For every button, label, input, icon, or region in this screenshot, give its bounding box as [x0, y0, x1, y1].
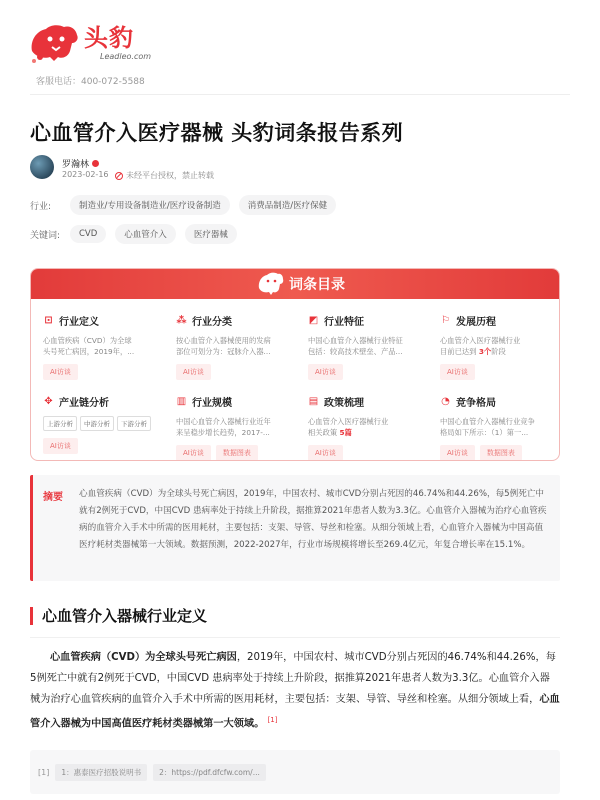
industry-tag[interactable]: 消费品制造/医疗保健	[239, 195, 336, 215]
toc-item-classification[interactable]	[176, 313, 296, 380]
ai-interview-button[interactable]: AI访谈	[176, 364, 211, 380]
policy-icon: ▤	[308, 396, 319, 407]
top-stub	[0, 0, 600, 6]
industry-label: 行业:	[30, 201, 52, 212]
toc-item-policy[interactable]	[308, 394, 428, 461]
section-title: 心血管介入器械行业定义	[30, 607, 207, 625]
references-box	[30, 750, 560, 794]
toc-item-history[interactable]	[440, 313, 560, 380]
ai-interview-button[interactable]: AI访谈	[308, 445, 343, 461]
toc-item-desc: 中国心血管介入器械行业特征	[308, 336, 403, 345]
toc-item-scale[interactable]	[176, 394, 296, 461]
competition-icon: ◔	[441, 396, 450, 407]
ai-interview-button[interactable]: AI访谈	[43, 438, 78, 454]
brand-logo[interactable]	[28, 18, 151, 68]
leopard-logo-icon	[28, 21, 80, 65]
toc-item-competition[interactable]	[440, 394, 560, 461]
keywords-label: 关键词:	[30, 230, 61, 241]
toc-item-chain[interactable]	[43, 394, 163, 454]
classification-icon: ⁂	[176, 315, 187, 326]
paragraph-text: ，2019年，中国农村、城市CVD分别占死因的46.74%和44.26%，每5例死亡中就有2例死于CVD，中国CVD 患病率处于持续上升阶段，据推算2021年患者人数为3.3亿。心血管介入器械为治疗心血管疾病的血管介入手术中所需的医用耗材，主要包括：支架、导管、导丝和栓塞。从细分领域上看，	[30, 652, 556, 705]
toc-item-desc: 心血管介入医疗器械行业	[440, 336, 521, 345]
avatar[interactable]	[30, 155, 54, 179]
leopard-icon	[256, 271, 284, 297]
reference-item[interactable]: 2：https://pdf.dfcfw.com/...	[153, 764, 266, 781]
brand-name: 头豹	[84, 24, 134, 52]
keyword-tag[interactable]: CVD	[70, 225, 106, 243]
toc-item-desc: 心血管介入医疗器械行业	[308, 417, 389, 426]
toc-item-definition[interactable]	[43, 313, 163, 380]
toc-item-desc: 头号死亡病因，2019年，...	[43, 347, 135, 356]
author-name-row[interactable]	[62, 157, 99, 170]
copyright-note	[115, 170, 214, 181]
verified-badge-icon	[92, 160, 99, 167]
table-of-contents	[30, 268, 560, 461]
footnote-ref[interactable]: [1]	[267, 716, 278, 724]
abstract-label: 摘要	[43, 492, 63, 503]
forbidden-icon	[115, 172, 123, 180]
publish-date: 2023-02-16	[62, 170, 109, 179]
history-icon: ⚐	[441, 315, 450, 326]
toc-item-desc: 阶段	[491, 347, 506, 356]
toc-item-features[interactable]	[308, 313, 428, 380]
toc-item-desc: 目前已达到	[440, 347, 479, 356]
toc-item-desc: 部位可划分为：冠脉介入器...	[176, 347, 271, 356]
brand-url: Leadleo.com	[100, 52, 152, 61]
toc-item-title: 行业分类	[192, 317, 232, 328]
reference-item[interactable]: 1：惠泰医疗招股说明书	[55, 764, 147, 781]
abstract-text: 心血管疾病（CVD）为全球头号死亡病因，2019年，中国农村、城市CVD分别占死因的46.74%和44.26%，每5例死亡中就有2例死于CVD，中国CVD 患病率处于持续上升阶段，据推算2021年患者人数为3.3亿。心血管介入器械为治疗心血管疾病的血管介入手术中所需的医用耗材，主要包括：支架、导管、导丝和栓塞。从细分领域上看，心血管介入器械为中国高值医疗耗材类器械第一大领域。数据预测，2022-2027年，行业市场规模将增长至269.4亿元，年复合增长率在15.1%。	[79, 489, 547, 550]
page-title: 心血管介入医疗器械 头豹词条报告系列	[30, 121, 404, 145]
toc-item-desc: 按心血管介入器械使用的发病	[176, 336, 271, 345]
downstream-chip[interactable]: 下游分析	[117, 416, 151, 431]
toc-item-title: 行业特征	[324, 317, 364, 328]
keywords-row	[30, 224, 246, 244]
data-chart-button[interactable]: 数据图表	[480, 445, 522, 461]
toc-item-title: 行业定义	[59, 317, 99, 328]
keyword-tag[interactable]: 医疗器械	[185, 224, 237, 244]
abstract-box	[30, 475, 560, 581]
bold-lead: 心血管疾病（CVD）为全球头号死亡病因	[50, 652, 237, 663]
toc-item-desc: 中国心血管介入器械行业竞争	[440, 417, 535, 426]
definition-icon: ⊡	[44, 315, 53, 326]
header-divider	[30, 94, 570, 95]
stage-count: 3个	[478, 347, 492, 356]
ai-interview-button[interactable]: AI访谈	[43, 364, 78, 380]
ai-interview-button[interactable]: AI访谈	[440, 364, 475, 380]
copyright-note-text: 未经平台授权，禁止转载	[126, 171, 214, 180]
industry-tag[interactable]: 制造业/专用设备制造业/医疗设备制造	[70, 195, 230, 215]
toc-header	[31, 269, 559, 299]
bold-conclusion: 心血管介入器械为中国高值医疗耗材类器械第一大领域。	[30, 694, 560, 730]
data-chart-button[interactable]: 数据图表	[216, 445, 258, 461]
midstream-chip[interactable]: 中游分析	[80, 416, 114, 431]
section-divider	[30, 637, 560, 638]
policy-count: 5篇	[339, 428, 352, 437]
toc-item-desc: 来呈稳步增长趋势，2017-...	[176, 428, 270, 437]
toc-item-title: 行业规模	[192, 398, 232, 409]
toc-item-title: 竞争格局	[456, 398, 496, 409]
scale-icon: ▥	[176, 396, 187, 407]
toc-item-desc: 中国心血管介入器械行业近年	[176, 417, 271, 426]
chain-icon: ✥	[44, 396, 53, 407]
reference-number: [1]	[38, 767, 50, 777]
toc-item-desc: 相关政策	[308, 428, 340, 437]
toc-item-title: 发展历程	[456, 317, 496, 328]
upstream-chip[interactable]: 上游分析	[43, 416, 77, 431]
toc-title: 词条目录	[289, 277, 345, 293]
toc-item-title: 政策梳理	[324, 398, 364, 409]
toc-item-title: 产业链分析	[59, 398, 109, 409]
feature-icon: ◩	[308, 315, 319, 326]
toc-item-desc: 包括：较高技术壁垒、产品...	[308, 347, 403, 356]
keyword-tag[interactable]: 心血管介入	[115, 224, 176, 244]
toc-item-desc: 心血管疾病（CVD）为全球	[43, 336, 132, 345]
toc-item-desc: 格局如下所示：（1）第一...	[440, 428, 529, 437]
ai-interview-button[interactable]: AI访谈	[440, 445, 475, 461]
ai-interview-button[interactable]: AI访谈	[176, 445, 211, 461]
hotline: 客服电话：400-072-5588	[36, 77, 145, 87]
section-paragraph	[30, 647, 560, 734]
ai-interview-button[interactable]: AI访谈	[308, 364, 343, 380]
industry-row	[30, 195, 345, 215]
author-name: 罗瀚林	[62, 160, 90, 170]
